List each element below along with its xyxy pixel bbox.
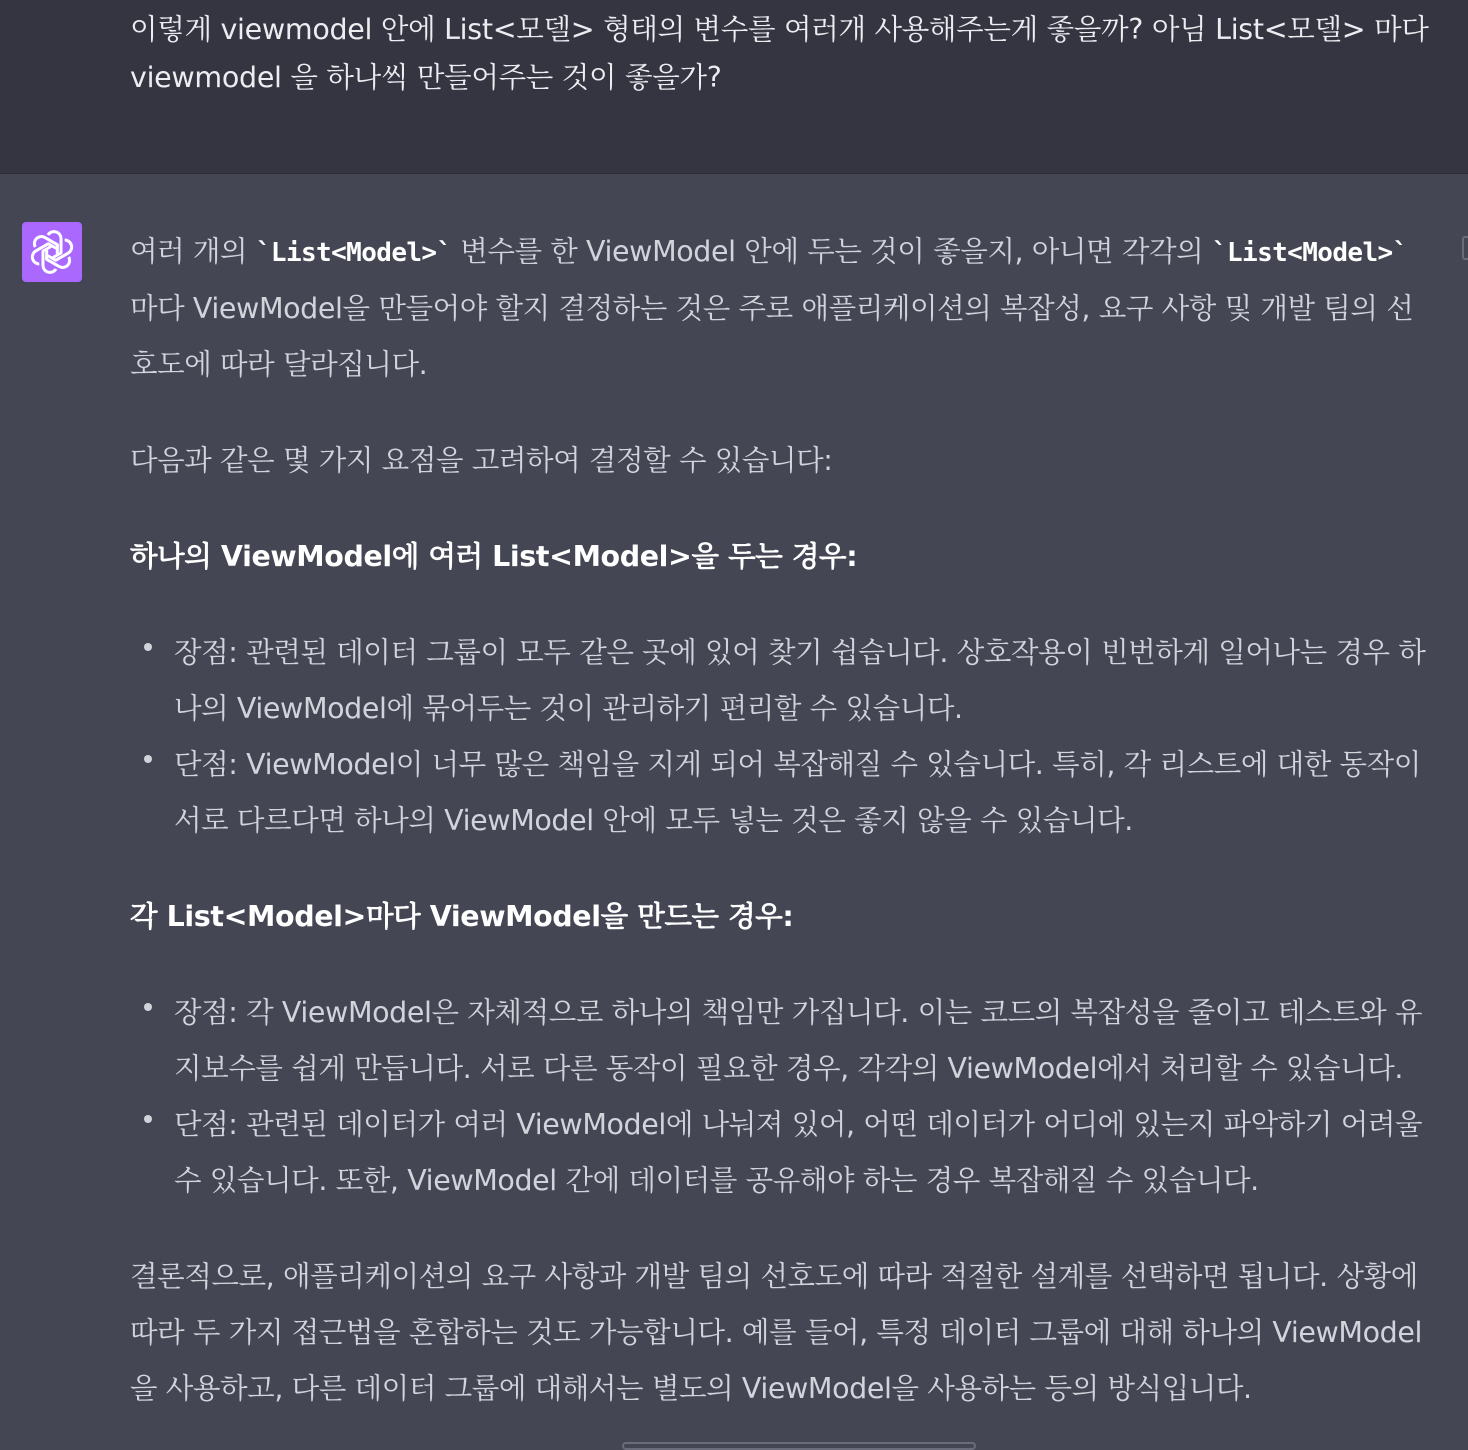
inline-code: `List<Model>`: [255, 238, 452, 268]
user-message-block: [0, 0, 1468, 174]
user-message-text: [130, 6, 1430, 102]
section-heading: 하나의 ViewModel에 여러 List<Model>을 두는 경우:: [130, 540, 858, 573]
scroll-to-bottom-button[interactable]: [622, 1442, 976, 1450]
intro-paragraph: [130, 224, 1430, 393]
assistant-message-block: [0, 174, 1468, 1446]
pros-cons-list: [130, 625, 1430, 849]
list-item: 장점: 각 ViewModel은 자체적으로 하나의 책임만 가집니다. 이는 코드의 복잡성을 줄이고 테스트와 유지보수를 쉽게 만듭니다. 서로 다른 동작이 필요한 경우, 각각의 ViewModel에서 처리할 수 있습니다.: [174, 985, 1430, 1097]
section-heading: 각 List<Model>마다 ViewModel을 만드는 경우:: [130, 900, 794, 933]
user-message-line: 이렇게 viewmodel 안에 List<모델> 형태의 변수를 여러개 사용해주는게 좋을까? 아님 List<모델> 마다: [130, 13, 1429, 46]
openai-logo-icon: [30, 230, 74, 274]
conclusion-paragraph: 결론적으로, 애플리케이션의 요구 사항과 개발 팀의 선호도에 따라 적절한 설계를 선택하면 됩니다. 상황에 따라 두 가지 접근법을 혼합하는 것도 가능합니다. 예를 들어, 특정 데이터 그룹에 대해 하나의 ViewModel을 사용하고, 다른 데이터 그룹에 대해서는 별도의 ViewModel을 사용하는 등의 방식입니다.: [130, 1260, 1423, 1405]
inline-code: `List<Model>`: [1211, 238, 1408, 268]
intro-text: 여러 개의: [130, 235, 256, 268]
copy-icon[interactable]: [1462, 236, 1468, 260]
list-item: 장점: 관련된 데이터 그룹이 모두 같은 곳에 있어 찾기 쉽습니다. 상호작용이 빈번하게 일어나는 경우 하나의 ViewModel에 묶어두는 것이 관리하기 편리할 수 있습니다.: [174, 625, 1430, 737]
consider-paragraph: 다음과 같은 몇 가지 요점을 고려하여 결정할 수 있습니다:: [130, 444, 833, 477]
user-message-line: viewmodel 을 하나씩 만들어주는 것이 좋을가?: [130, 61, 722, 94]
assistant-response: [130, 224, 1430, 1417]
intro-text: 마다 ViewModel을 만들어야 할지 결정하는 것은 주로 애플리케이션의 복잡성, 요구 사항 및 개발 팀의 선호도에 따라 달라집니다.: [130, 292, 1414, 381]
intro-text: 변수를 한 ViewModel 안에 두는 것이 좋을지, 아니면 각각의: [451, 235, 1212, 268]
list-item: 단점: ViewModel이 너무 많은 책임을 지게 되어 복잡해질 수 있습니다. 특히, 각 리스트에 대한 동작이 서로 다르다면 하나의 ViewModel 안에 모두 넣는 것은 좋지 않을 수 있습니다.: [174, 737, 1430, 849]
list-item: 단점: 관련된 데이터가 여러 ViewModel에 나눠져 있어, 어떤 데이터가 어디에 있는지 파악하기 어려울 수 있습니다. 또한, ViewModel 간에 데이터를 공유해야 하는 경우 복잡해질 수 있습니다.: [174, 1097, 1430, 1209]
pros-cons-list: [130, 985, 1430, 1209]
assistant-avatar: [22, 222, 82, 282]
